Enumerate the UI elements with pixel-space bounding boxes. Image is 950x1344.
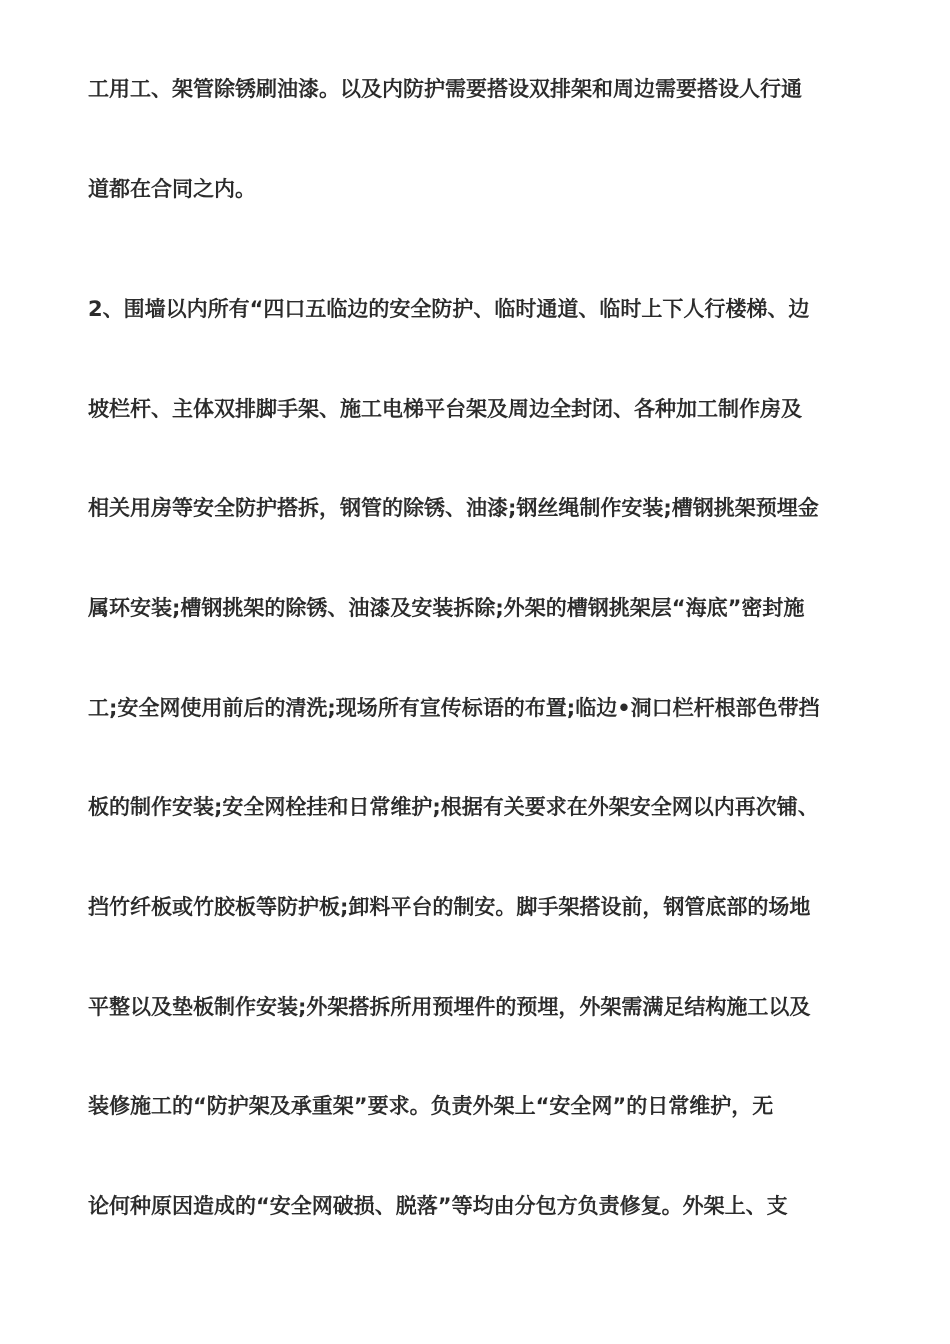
text-line: 2、围墙以内所有“四口五临边的安全防护、临时通道、临时上下人行楼梯、边 xyxy=(88,297,810,321)
text-line: 属环安装;槽钢挑架的除锈、油漆及安装拆除;外架的槽钢挑架层“海底”密封施 xyxy=(88,596,805,620)
text-line: 挡竹纤板或竹胶板等防护板;卸料平台的制安。脚手架搭设前，钢管底部的场地 xyxy=(88,895,811,919)
text-line: 相关用房等安全防护搭拆，钢管的除锈、油漆;钢丝绳制作安装;槽钢挑架预埋金 xyxy=(88,496,819,520)
text-line: 工;安全网使用前后的清洗;现场所有宣传标语的布置;临边•洞口栏杆根部色带挡 xyxy=(88,696,820,720)
text-line: 道都在合同之内。 xyxy=(88,177,256,201)
text-line: 装修施工的“防护架及承重架”要求。负责外架上“安全网”的日常维护，无 xyxy=(88,1094,774,1118)
text-line: 工用工、架管除锈刷油漆。以及内防护需要搭设双排架和周边需要搭设人行通 xyxy=(88,77,802,101)
text-line: 板的制作安装;安全网栓挂和日常维护;根据有关要求在外架安全网以内再次铺、 xyxy=(88,795,819,819)
text-line: 平整以及垫板制作安装;外架搭拆所用预埋件的预埋，外架需满足结构施工以及 xyxy=(88,995,811,1019)
text-line: 坡栏杆、主体双排脚手架、施工电梯平台架及周边全封闭、各种加工制作房及 xyxy=(88,397,802,421)
text-line: 论何种原因造成的“安全网破损、脱落”等均由分包方负责修复。外架上、支 xyxy=(88,1194,788,1218)
